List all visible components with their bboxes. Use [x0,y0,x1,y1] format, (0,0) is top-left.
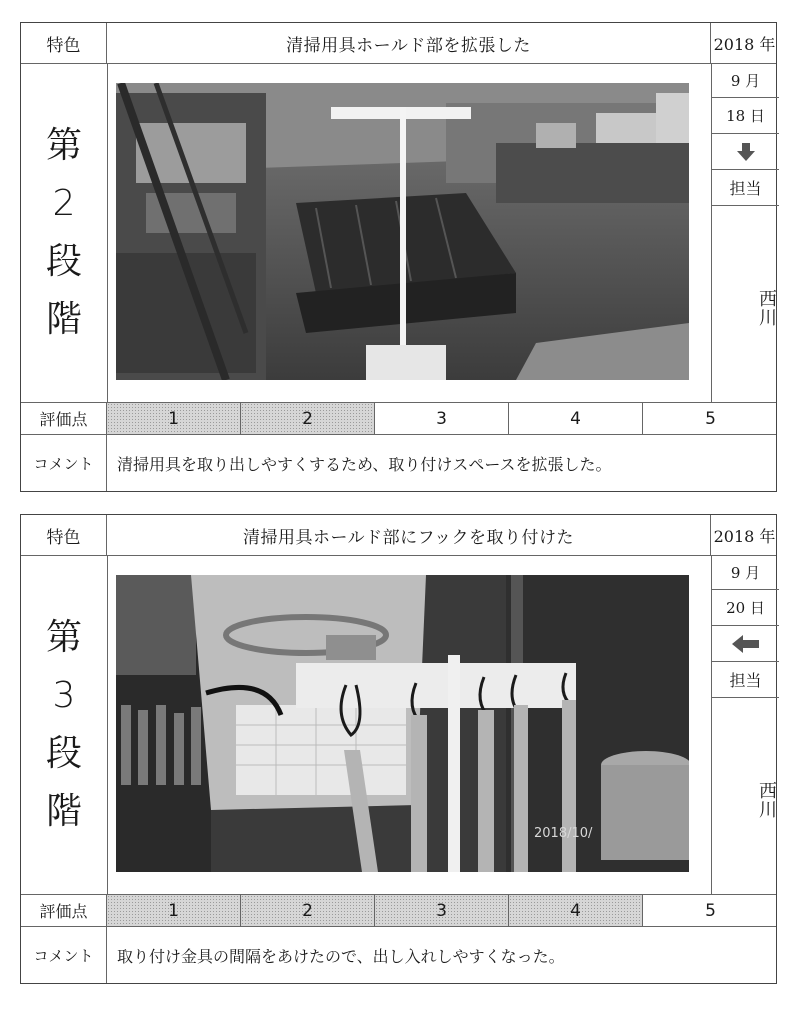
stage-char: 段 [45,240,82,282]
date-column [711,63,779,402]
left-arrow-graphic [731,634,761,654]
kaizen-card-stage-3 [20,514,777,984]
photo-graphic [116,83,689,380]
score-cell-2: 2 [241,895,375,926]
stage-char: 階 [45,298,82,340]
left-arrow-icon [712,626,779,662]
down-arrow-icon [712,134,779,170]
score-cell-1: 1 [107,403,241,434]
comment-row [21,435,776,491]
hook-photo-stage-3 [116,575,689,872]
photo-graphic [116,575,689,872]
tanto-label: 担当 [712,662,779,698]
score-cell-5: 5 [705,900,716,921]
comment-text: 清掃用具を取り出しやすくするため、取り付けスペースを拡張した。 [117,454,612,474]
day-cell: 20 日 [712,590,779,626]
score-cell-3: 3 [375,403,509,434]
comment-label: コメント [21,435,107,491]
stage-char: 3 [52,674,76,716]
card-title: 清掃用具ホールド部を拡張した [107,23,711,63]
stage-label [21,63,108,402]
day-cell: 18 日 [712,98,779,134]
stage-char: 階 [45,790,82,832]
score-cell-1: 1 [107,895,241,926]
card-header-row [21,515,776,556]
stage-char: 段 [45,732,82,774]
comment-row [21,927,776,983]
score-cell-4: 4 [509,403,643,434]
stage-char: 第 [45,124,82,166]
score-label: 評価点 [21,403,107,434]
score-cell-4: 4 [509,895,643,926]
person-name: 西川 [756,289,777,327]
photo-date-stamp: 2018/10/ [534,826,593,841]
comment-text: 取り付け金具の間隔をあけたので、出し入れしやすくなった。 [117,946,565,966]
card-header-row [21,23,776,64]
score-cell-5: 5 [705,408,716,429]
stage-label [21,555,108,894]
person-name: 西川 [756,781,777,819]
factory-photo-stage-2 [116,83,689,380]
stage-char: 第 [45,616,82,658]
score-row [21,894,776,927]
score-label: 評価点 [21,895,107,926]
stage-char: 2 [52,182,76,224]
feature-label: 特色 [21,515,107,555]
score-row [21,402,776,435]
month-cell: 9 月 [712,555,779,590]
feature-label: 特色 [21,23,107,63]
card-title: 清掃用具ホールド部にフックを取り付けた [107,515,711,555]
kaizen-card-stage-2 [20,22,777,492]
year-cell: 2018 年 [713,34,776,54]
date-column [711,555,779,894]
comment-label: コメント [21,927,107,983]
tanto-label: 担当 [712,170,779,206]
score-cell-3: 3 [375,895,509,926]
month-cell: 9 月 [712,63,779,98]
score-cell-2: 2 [241,403,375,434]
down-arrow-graphic [735,141,757,163]
year-cell: 2018 年 [713,526,776,546]
